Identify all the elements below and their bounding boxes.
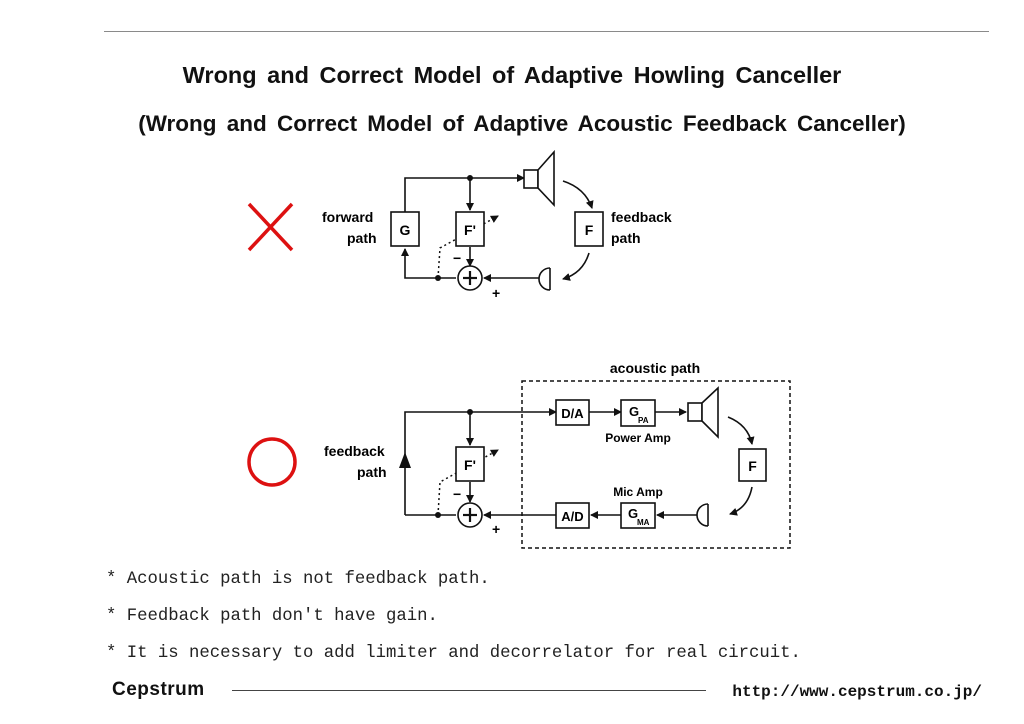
page-subtitle: (Wrong and Correct Model of Adaptive Acoustic Feedback Canceller) bbox=[138, 111, 906, 136]
wrong-g-label: G bbox=[399, 222, 411, 238]
wrong-plus-sign: + bbox=[492, 285, 501, 301]
gma-subscript: MA bbox=[637, 518, 650, 527]
footer-brand-logo: Cepstrum bbox=[112, 679, 205, 700]
correct-f-label: F bbox=[748, 458, 757, 474]
wrong-forward-label-2: path bbox=[347, 230, 377, 246]
acoustic-path-label: acoustic path bbox=[609, 360, 701, 376]
note-item: * It is necessary to add limiter and decorrelator for real circuit. bbox=[106, 644, 801, 663]
correct-feedback-label-2: path bbox=[357, 464, 387, 480]
correct-feedback-label-1: feedback bbox=[324, 443, 385, 459]
note-item: * Acoustic path is not feedback path. bbox=[106, 570, 490, 589]
correct-plus-sign: + bbox=[492, 521, 501, 537]
wrong-f-prime-label: F' bbox=[464, 222, 476, 238]
wrong-speaker-icon bbox=[524, 152, 554, 205]
correct-model bbox=[249, 360, 790, 548]
wrong-feedback-label-2: path bbox=[611, 230, 641, 246]
wrong-summing-junction-icon bbox=[458, 266, 482, 290]
wrong-f-label: F bbox=[584, 222, 594, 238]
correct-feedback-arrow-icon bbox=[399, 452, 411, 468]
da-label: D/A bbox=[561, 406, 584, 421]
correct-microphone-icon bbox=[697, 504, 708, 526]
note-item: * Feedback path don't have gain. bbox=[106, 607, 438, 626]
correct-f-prime-label: F' bbox=[464, 457, 476, 473]
page-title: Wrong and Correct Model of Adaptive Howling Canceller bbox=[182, 62, 842, 88]
power-amp-label: Power Amp bbox=[605, 431, 671, 445]
wrong-feedback-label-1: feedback bbox=[611, 209, 672, 225]
wrong-forward-label-1: forward bbox=[322, 209, 374, 225]
gpa-subscript: PA bbox=[638, 416, 649, 425]
correct-mark-icon bbox=[249, 439, 295, 485]
correct-speaker-icon bbox=[688, 388, 718, 437]
correct-minus-sign: − bbox=[453, 486, 462, 502]
wrong-model bbox=[249, 152, 672, 301]
gma-label: G bbox=[628, 506, 639, 521]
wrong-microphone-icon bbox=[539, 268, 550, 290]
gpa-label: G bbox=[629, 404, 640, 419]
wrong-mark-icon bbox=[249, 204, 292, 250]
footer-rule bbox=[232, 690, 706, 691]
correct-wires bbox=[405, 412, 698, 515]
ad-label: A/D bbox=[561, 509, 584, 524]
wrong-minus-sign: − bbox=[453, 250, 462, 266]
footer-url-link[interactable]: http://www.cepstrum.co.jp/ bbox=[732, 683, 982, 701]
correct-summing-junction-icon bbox=[458, 503, 482, 527]
notes-list bbox=[106, 570, 801, 681]
mic-amp-label: Mic Amp bbox=[613, 485, 663, 499]
